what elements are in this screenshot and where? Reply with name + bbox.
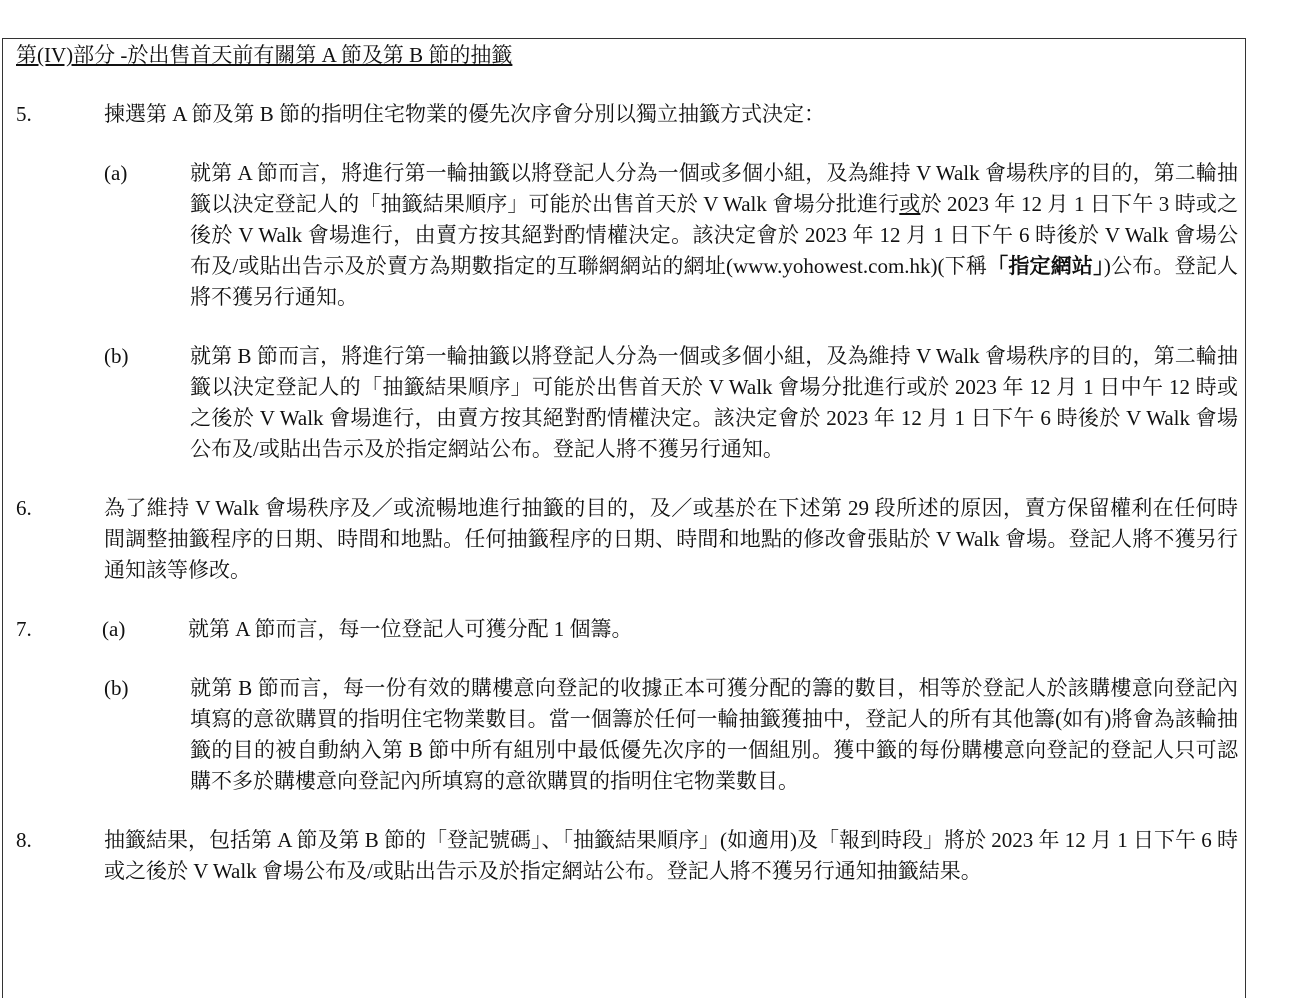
paragraph-6 <box>16 493 1238 586</box>
subitem-label: (a) <box>104 161 128 185</box>
subitem-label: (a) <box>102 617 126 641</box>
subitem-text-part: 於 2023 年 12 月 1 日下午 3 時或之後於 V Walk 會場進行，由賣方按其絕對酌情權決定。該決定會於 2023 年 12 月 1 日下午 6 時後於 V Walk 會場公布及/或貼出告示及於賣方為期數指定的互聯網網站的網址(www.yohowest.com.hk)(下稱 <box>190 192 1239 278</box>
subitem-text-part: )公布。登記人將不獲另行通知。 <box>190 254 1239 309</box>
subitem-5a <box>104 158 1238 313</box>
underlined-text: 或 <box>899 192 921 216</box>
paragraph-text: 抽籤結果，包括第 A 節及第 B 節的「登記號碼」、「抽籤結果順序」(如適用)及「報到時段」將於 2023 年 12 月 1 日下午 6 時或之後於 V Walk 會場公布及/或貼出告示及於指定網站公布。登記人將不獲另行通知抽籤結果。 <box>104 828 1238 883</box>
defined-term: 「指定網站」 <box>987 254 1104 278</box>
paragraph-text: 為了維持 V Walk 會場秩序及／或流暢地進行抽籤的目的，及／或基於在下述第 29 段所述的原因，賣方保留權利在任何時間調整抽籤程序的日期、時間和地點。任何抽籤程序的日期、時間和地點的修改會張貼於 V Walk 會場。登記人將不獲另行通知該等修改。 <box>104 496 1238 582</box>
subitem-text: 就第 B 節而言，將進行第一輪抽籤以將登記人分為一個或多個小組，及為維持 V Walk 會場秩序的目的，第二輪抽籤以決定登記人的「抽籤結果順序」可能於出售首天於 V Walk 會場分批進行或於 2023 年 12 月 1 日中午 12 時或之後於 V Walk 會場進行，由賣方按其絕對酌情權決定。該決定會於 2023 年 12 月 1 日下午 6 時後於 V Walk 會場公布及/或貼出告示及於指定網站公布。登記人將不獲另行通知。 <box>190 344 1238 461</box>
paragraph-8 <box>16 825 1238 887</box>
subitem-text <box>190 158 1238 313</box>
subitem-7a <box>102 614 1238 645</box>
subitem-text: 就第 A 節而言，每一位登記人可獲分配 1 個籌。 <box>188 617 633 641</box>
paragraph-text: 揀選第 A 節及第 B 節的指明住宅物業的優先次序會分別以獨立抽籤方式決定： <box>104 102 826 126</box>
paragraph-5 <box>16 99 1238 130</box>
document-body <box>16 40 1238 915</box>
section-heading: 第(IV)部分 -於出售首天前有關第 A 節及第 B 節的抽籤 <box>16 43 513 67</box>
subitem-label: (b) <box>104 344 129 368</box>
paragraph-5-subitems <box>16 158 1238 465</box>
subitem-text: 就第 B 節而言，每一份有效的購樓意向登記的收據正本可獲分配的籌的數目，相等於登記人於該購樓意向登記內填寫的意欲購買的指明住宅物業數目。當一個籌於任何一輪抽籤獲抽中，登記人的所有其他籌(如有)將會為該輪抽籤的目的被自動納入第 B 節中所有組別中最低優先次序的一個組別。獲中籤的每份購樓意向登記的登記人只可認購不多於購樓意向登記內所填寫的意欲購買的指明住宅物業數目。 <box>190 676 1238 793</box>
paragraph-number: 6. <box>16 496 32 520</box>
subitem-5b <box>104 341 1238 465</box>
paragraph-number: 8. <box>16 828 32 852</box>
paragraph-number: 7. <box>16 617 32 641</box>
subitem-text-part: 就第 A 節而言，將進行第一輪抽籤以將登記人分為一個或多個小組，及為維持 V Walk 會場秩序的目的，第二輪抽籤以決定登記人的「抽籤結果順序」可能於出售首天於 V Walk 會場分批進行 <box>190 161 1238 216</box>
subitem-label: (b) <box>104 676 129 700</box>
subitem-7b <box>104 673 1238 797</box>
paragraph-7 <box>16 614 1238 797</box>
paragraph-number: 5. <box>16 102 32 126</box>
